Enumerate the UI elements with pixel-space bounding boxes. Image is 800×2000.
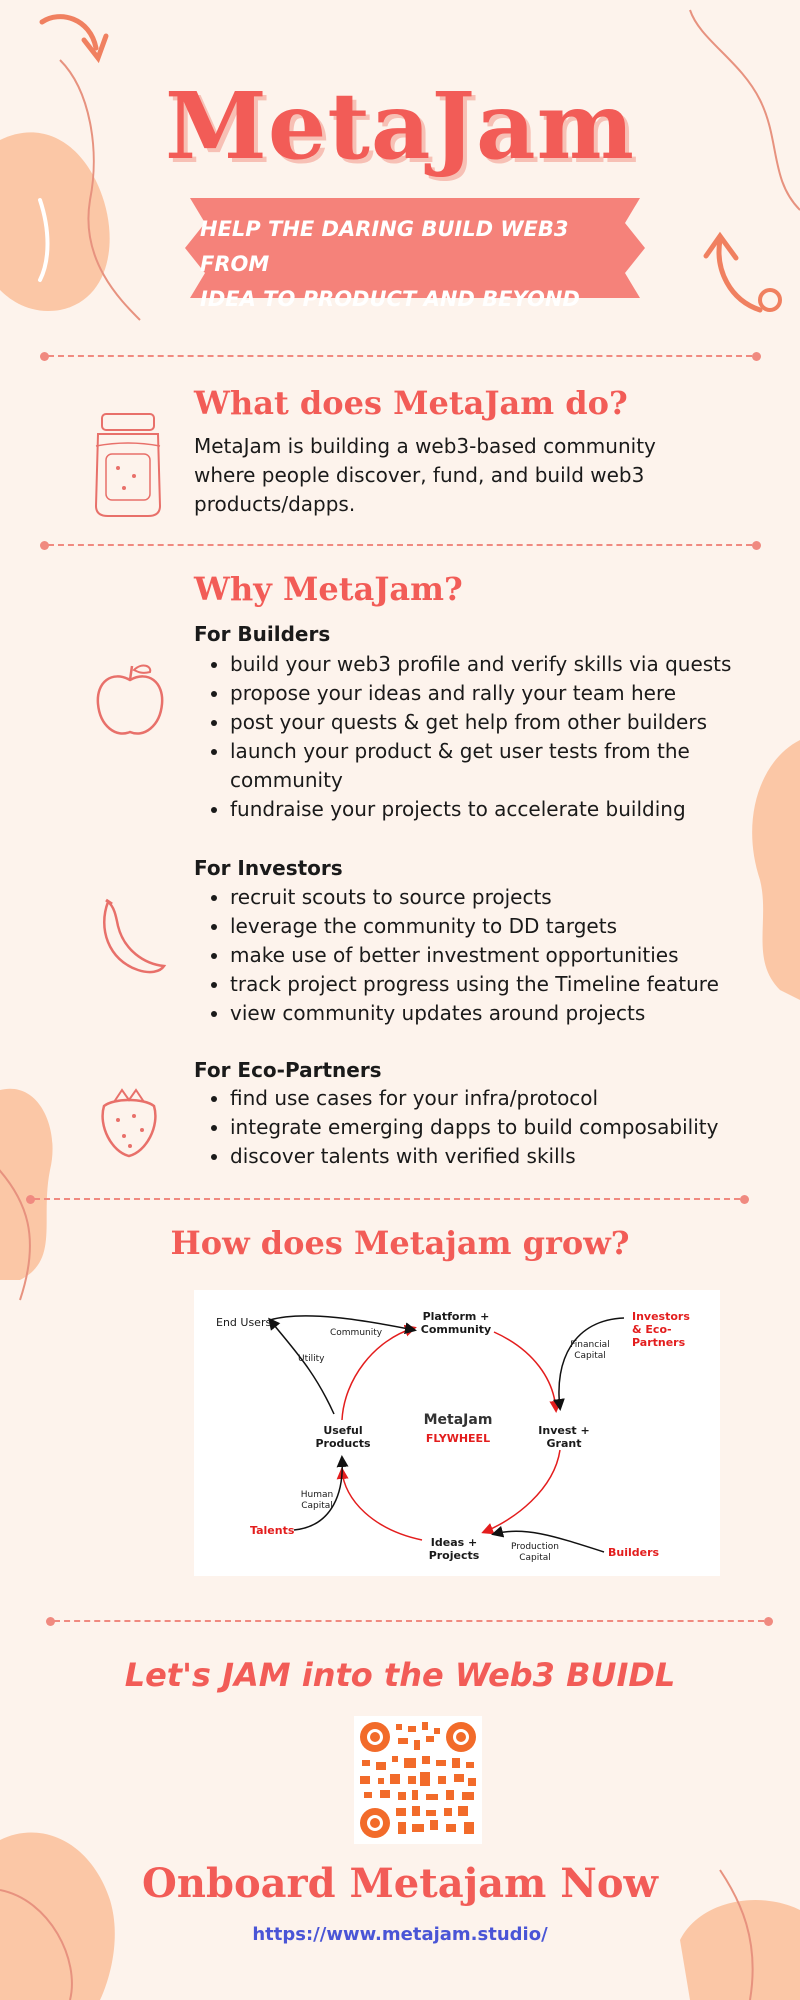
list-item: • fundraise your projects to accelerate building [230,795,790,824]
flywheel-diagram [194,1290,720,1576]
onboard-button[interactable]: Onboard Metajam Now [142,1860,658,1907]
list-item: • integrate emerging dapps to build composability [230,1113,790,1142]
section-heading-grow: How does Metajam grow? [170,1224,630,1262]
apple-icon [92,660,168,740]
node-platform: Platform + Community [420,1310,492,1336]
community-label: Community [330,1328,383,1338]
qr-code-icon[interactable] [354,1716,482,1844]
website-link[interactable]: https://www.metajam.studio/ [252,1924,548,1945]
list-item: • post your quests & get help from other builders [230,708,790,737]
builders-list [194,650,790,824]
list-item: • make use of better investment opportunities [230,941,790,970]
node-invest: Invest + Grant [538,1424,590,1450]
node-useful: Useful Products [315,1424,371,1450]
list-item: • propose your ideas and rally your team here [230,679,790,708]
list-item: • view community updates around projects [230,999,790,1028]
builders-heading: For Builders [194,622,331,646]
flywheel-center-sub: FLYWHEEL [425,1432,491,1445]
utility-label: Utility [298,1354,325,1364]
banana-icon [94,898,168,976]
investors-list [194,883,790,1028]
partners-heading: For Eco-Partners [194,1058,382,1082]
what-body: MetaJam is building a web3-based community where people discover, fund, and build web3 products/dapps. [194,434,656,516]
section-heading-what: What does MetaJam do? [194,384,628,422]
investors-label: Investors & Eco-Partners [632,1310,690,1349]
list-item: • track project progress using the Timeline feature [230,970,790,999]
divider-dot [740,1195,749,1204]
list-item: • recruit scouts to source projects [230,883,790,912]
divider-dot [752,541,761,550]
divider-dot [752,352,761,361]
arrow-top-right [719,240,760,310]
list-item: • discover talents with verified skills [230,1142,790,1171]
flywheel-center-title: MetaJam [423,1412,493,1428]
page-title: MetaJam [165,72,635,180]
node-ideas: Ideas + Projects [428,1536,480,1562]
human-capital-label: Human Capital [300,1490,334,1511]
jam-jar-icon [88,410,168,520]
investors-heading: For Investors [194,856,343,880]
list-item: • build your web3 profile and verify skills via quests [230,650,790,679]
strawberry-icon [96,1086,162,1158]
production-capital-label: Production Capital [511,1542,559,1563]
end-users-label: End Users [216,1316,272,1329]
list-item: • leverage the community to DD targets [230,912,790,941]
talents-label: Talents [250,1524,295,1537]
divider [34,1198,740,1202]
divider [48,544,752,548]
blob-bottom-right [680,1900,800,2000]
cta-tagline: Let's JAM into the Web3 BUIDL [124,1656,676,1694]
section-heading-why: Why MetaJam? [194,570,463,608]
divider [48,355,752,359]
list-item: • find use cases for your infra/protocol [230,1084,790,1113]
divider [54,1620,764,1624]
financial-capital-label: Financial Capital [570,1340,610,1361]
divider-dot [764,1617,773,1626]
list-item: • launch your product & get user tests from the community [230,737,790,795]
partners-list [194,1084,790,1171]
tagline: HELP THE DARING BUILD WEB3 FROM IDEA TO PRODUCT AND BEYOND [200,217,580,311]
blob-bottom-left [0,1833,115,2000]
builders-label: Builders [608,1546,660,1559]
